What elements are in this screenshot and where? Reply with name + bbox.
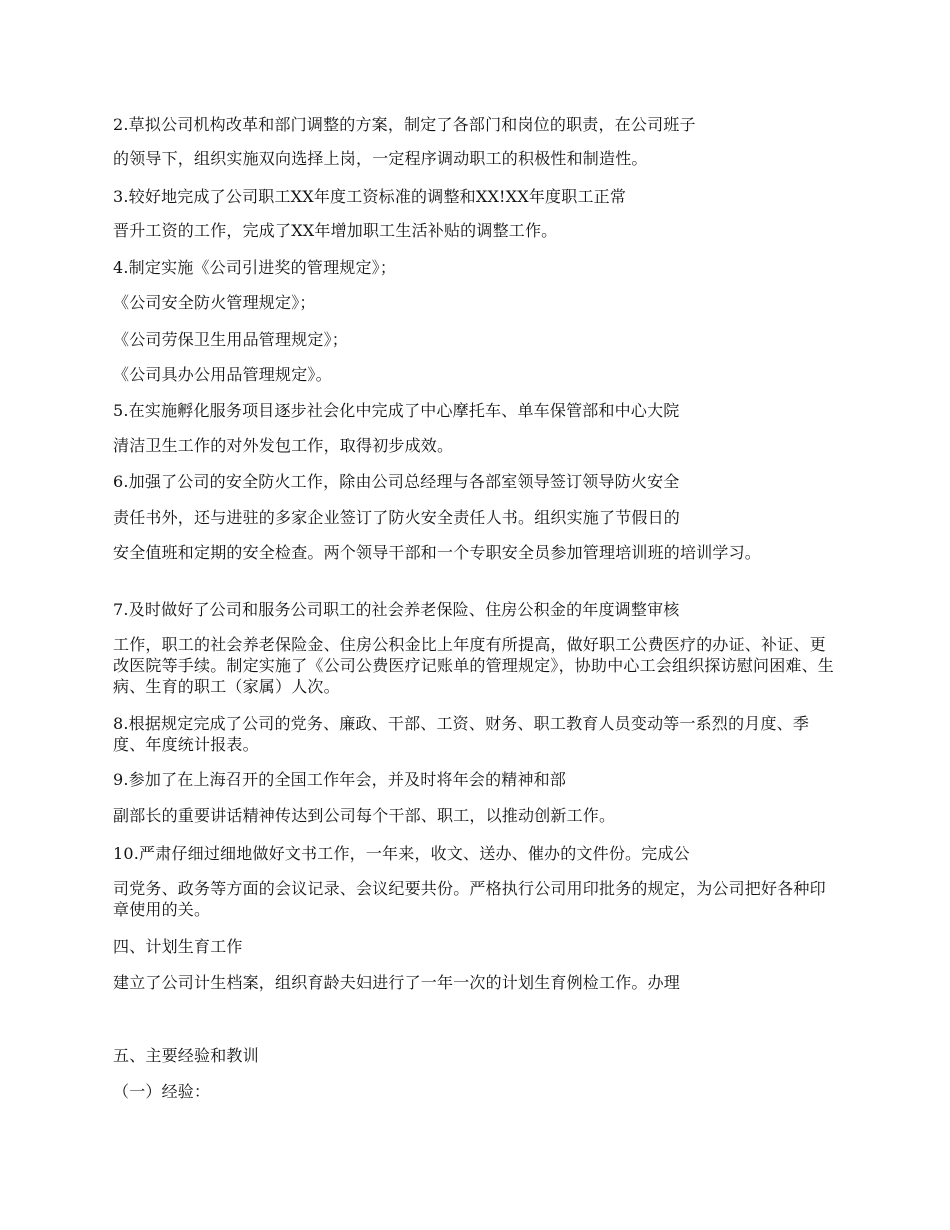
paragraph-item-3-line-1: 3.较好地完成了公司职工XX年度工资标准的调整和XX!XX年度职工正常 — [113, 187, 627, 206]
paragraph-item-4-line-3: 《公司劳保卫生用品管理规定》； — [113, 330, 349, 349]
paragraph-item-6-line-1: 6.加强了公司的安全防火工作，除由公司总经理与各部室领导签订领导防火安全 — [113, 472, 680, 491]
paragraph-item-5-line-2: 清洁卫生工作的对外发包工作，取得初步成效。 — [113, 436, 454, 455]
section-heading-family-planning: 四、计划生育工作 — [113, 937, 243, 956]
paragraph-item-10-line-2: 司党务、政务等方面的会议记录、会议纪要共份。严格执行公司用印批务的规定，为公司把好各种印章使用的关。 — [113, 879, 826, 919]
paragraph-item-4-line-4: 《公司具办公用品管理规定》。 — [113, 365, 332, 384]
paragraph-item-7-line-1: 7.及时做好了公司和服务公司职工的社会养老保险、住房公积金的年度调整审核 — [113, 600, 680, 619]
paragraph-item-2-line-1: 2.草拟公司机构改革和部门调整的方案，制定了各部门和岗位的职责，在公司班子 — [113, 115, 696, 134]
paragraph-family-planning: 建立了公司计生档案，组织育龄夫妇进行了一年一次的计划生育例检工作。办理 — [113, 973, 681, 992]
paragraph-item-9-line-2: 副部长的重要讲话精神传达到公司每个干部、职工，以推动创新工作。 — [113, 806, 616, 825]
paragraph-item-5-line-1: 5.在实施孵化服务项目逐步社会化中完成了中心摩托车、单车保管部和中心大院 — [113, 401, 680, 420]
paragraph-item-4-line-2: 《公司安全防火管理规定》； — [113, 293, 316, 312]
paragraph-item-3-line-2: 晋升工资的工作，完成了XX年增加职工生活补贴的调整工作。 — [113, 221, 558, 240]
paragraph-item-9-line-1: 9.参加了在上海召开的全国工作年会，并及时将年会的精神和部 — [113, 770, 567, 789]
paragraph-item-8: 8.根据规定完成了公司的党务、廉政、干部、工资、财务、职工教育人员变动等一系烈的月度、季度、年度统计报表。 — [113, 714, 810, 754]
section-heading-experience-lessons: 五、主要经验和教训 — [113, 1046, 259, 1065]
subheading-experience: （一）经验： — [113, 1082, 211, 1101]
paragraph-item-7-line-2: 工作，职工的社会养老保险金、住房公积金比上年度有所提高，做好职工公费医疗的办证、补证、更改医院等手续。制定实施了《公司公费医疗记账单的管理规定》，协助中心工会组织探访慰问困难、生病、生育的职工（家属）人次。 — [113, 635, 835, 696]
paragraph-item-4-line-1: 4.制定实施《公司引进奖的管理规定》； — [113, 258, 397, 277]
paragraph-item-10-line-1: 10.严肃仔细过细地做好文书工作，一年来，收文、送办、催办的文件份。完成公 — [113, 844, 690, 863]
paragraph-item-2-line-2: 的领导下，组织实施双向选择上岗，一定程序调动职工的积极性和制造性。 — [113, 149, 648, 168]
paragraph-item-6-line-2: 责任书外，还与进驻的多家企业签订了防火安全责任人书。组织实施了节假日的 — [113, 508, 681, 527]
paragraph-item-6-line-3: 安全值班和定期的安全检查。两个领导干部和一个专职安全员参加管理培训班的培训学习。 — [113, 543, 762, 562]
